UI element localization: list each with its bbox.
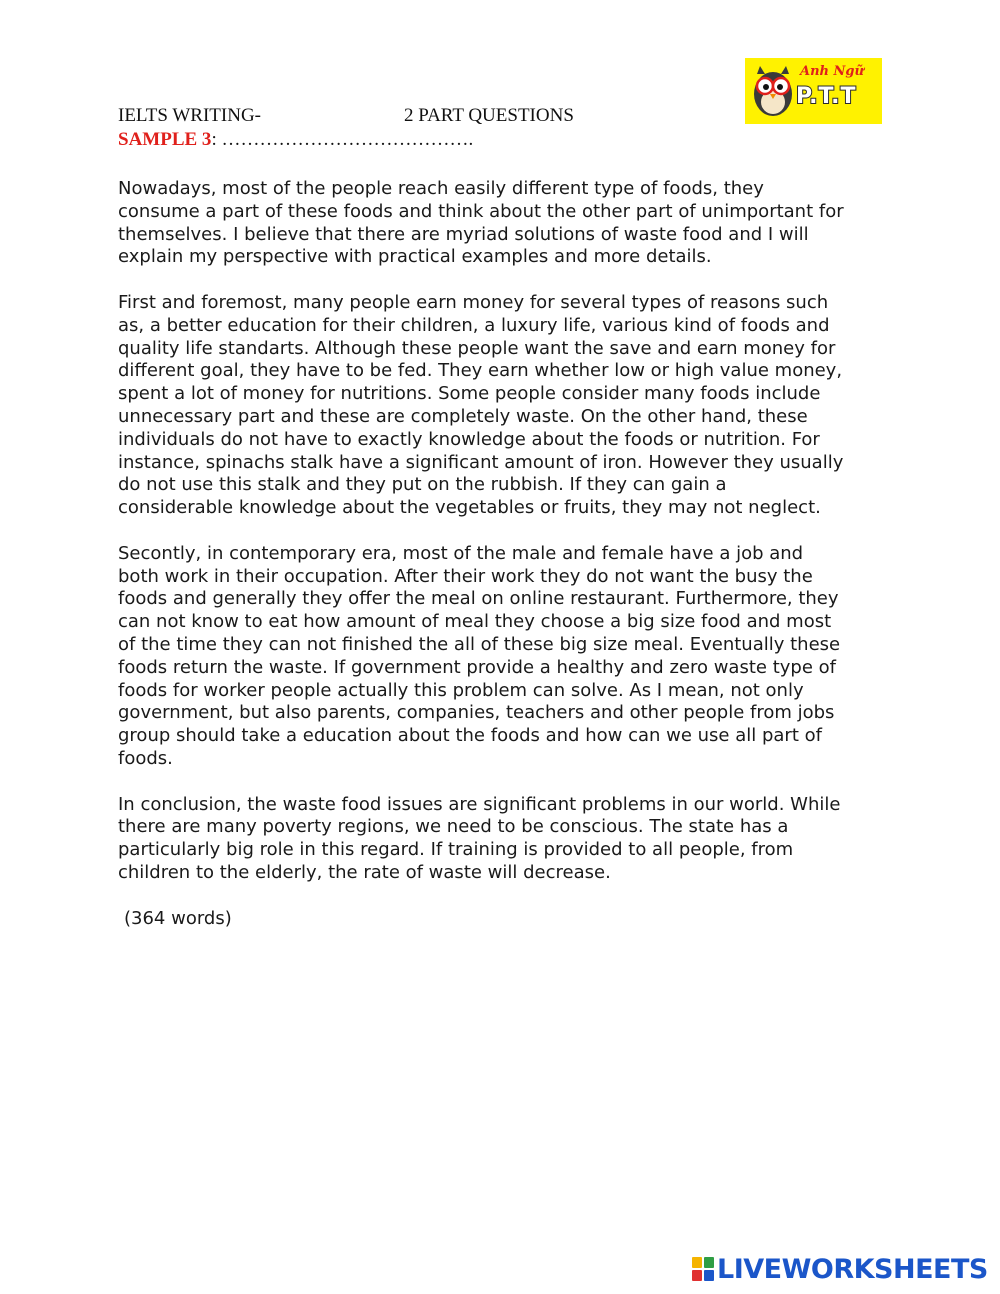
logo-top-text: Anh Ngữ: [800, 64, 864, 79]
essay-paragraph-body-2: Secontly, in contemporary era, most of the male and female have a job and both work in their occupation. After their work they do not want the busy the foods and generally they offer the meal on online restaurant. Furthermore, they can not know to eat how amount of meal they choose a big size food and most of the time they can not finished the all of these big size meal. Eventually these foods return the waste. If government provide a healthy and zero waste type of foods for worker people actually this problem can solve. As I mean, not only government, but also parents, companies, teachers and other people from jobs group should take a education about the foods and how can we use all part of foods.: [118, 542, 841, 769]
title-left: IELTS WRITING-: [118, 105, 262, 126]
logo-main-text: P.T.T: [796, 84, 857, 109]
liveworksheets-wordmark: LIVEWORKSHEETS: [717, 1253, 988, 1285]
sample-label: SAMPLE 3: [118, 129, 212, 150]
essay-body: [118, 178, 898, 953]
title-row: [118, 104, 574, 128]
logo-badge: [745, 58, 882, 124]
liveworksheets-brand: [692, 1254, 988, 1284]
title-right: 2 PART QUESTIONS: [404, 105, 574, 126]
essay-paragraph-body-1: First and foremost, many people earn money for several types of reasons such as, a better education for their children, a luxury life, various kind of foods and quality life standarts. Although these people want the save and earn money for different goal, they have to be fed. They earn whether low or high value money, spent a lot of money for nutritions. Some people consider many foods include unnecessary part and these are completely waste. On the other hand, these individuals do not have to exactly knowledge about the foods or nutrition. For instance, spinachs stalk have a significant amount of iron. However they usually do not use this stalk and they put on the rubbish. If they can gain a considerable knowledge about the vegetables or fruits, they may not neglect.: [118, 291, 844, 519]
essay-paragraph-intro: Nowadays, most of the people reach easily different type of foods, they consume a part of these foods and think about the other part of unimportant for themselves. I believe that there are myriad solutions of waste food and I will explain my perspective with practical examples and more details.: [118, 178, 844, 268]
sample-row: [118, 128, 574, 152]
worksheet-header: [118, 104, 574, 152]
sample-blank: : ………………………………….: [211, 129, 474, 150]
essay-paragraph-conclusion: In conclusion, the waste food issues are significant problems in our world. While there are many poverty regions, we need to be conscious. The state has a particularly big role in this regard. If training is provided to all people, from children to the elderly, the rate of waste will decrease.: [118, 793, 841, 883]
word-count: (364 words): [124, 907, 232, 929]
liveworksheets-icon: [692, 1257, 714, 1281]
